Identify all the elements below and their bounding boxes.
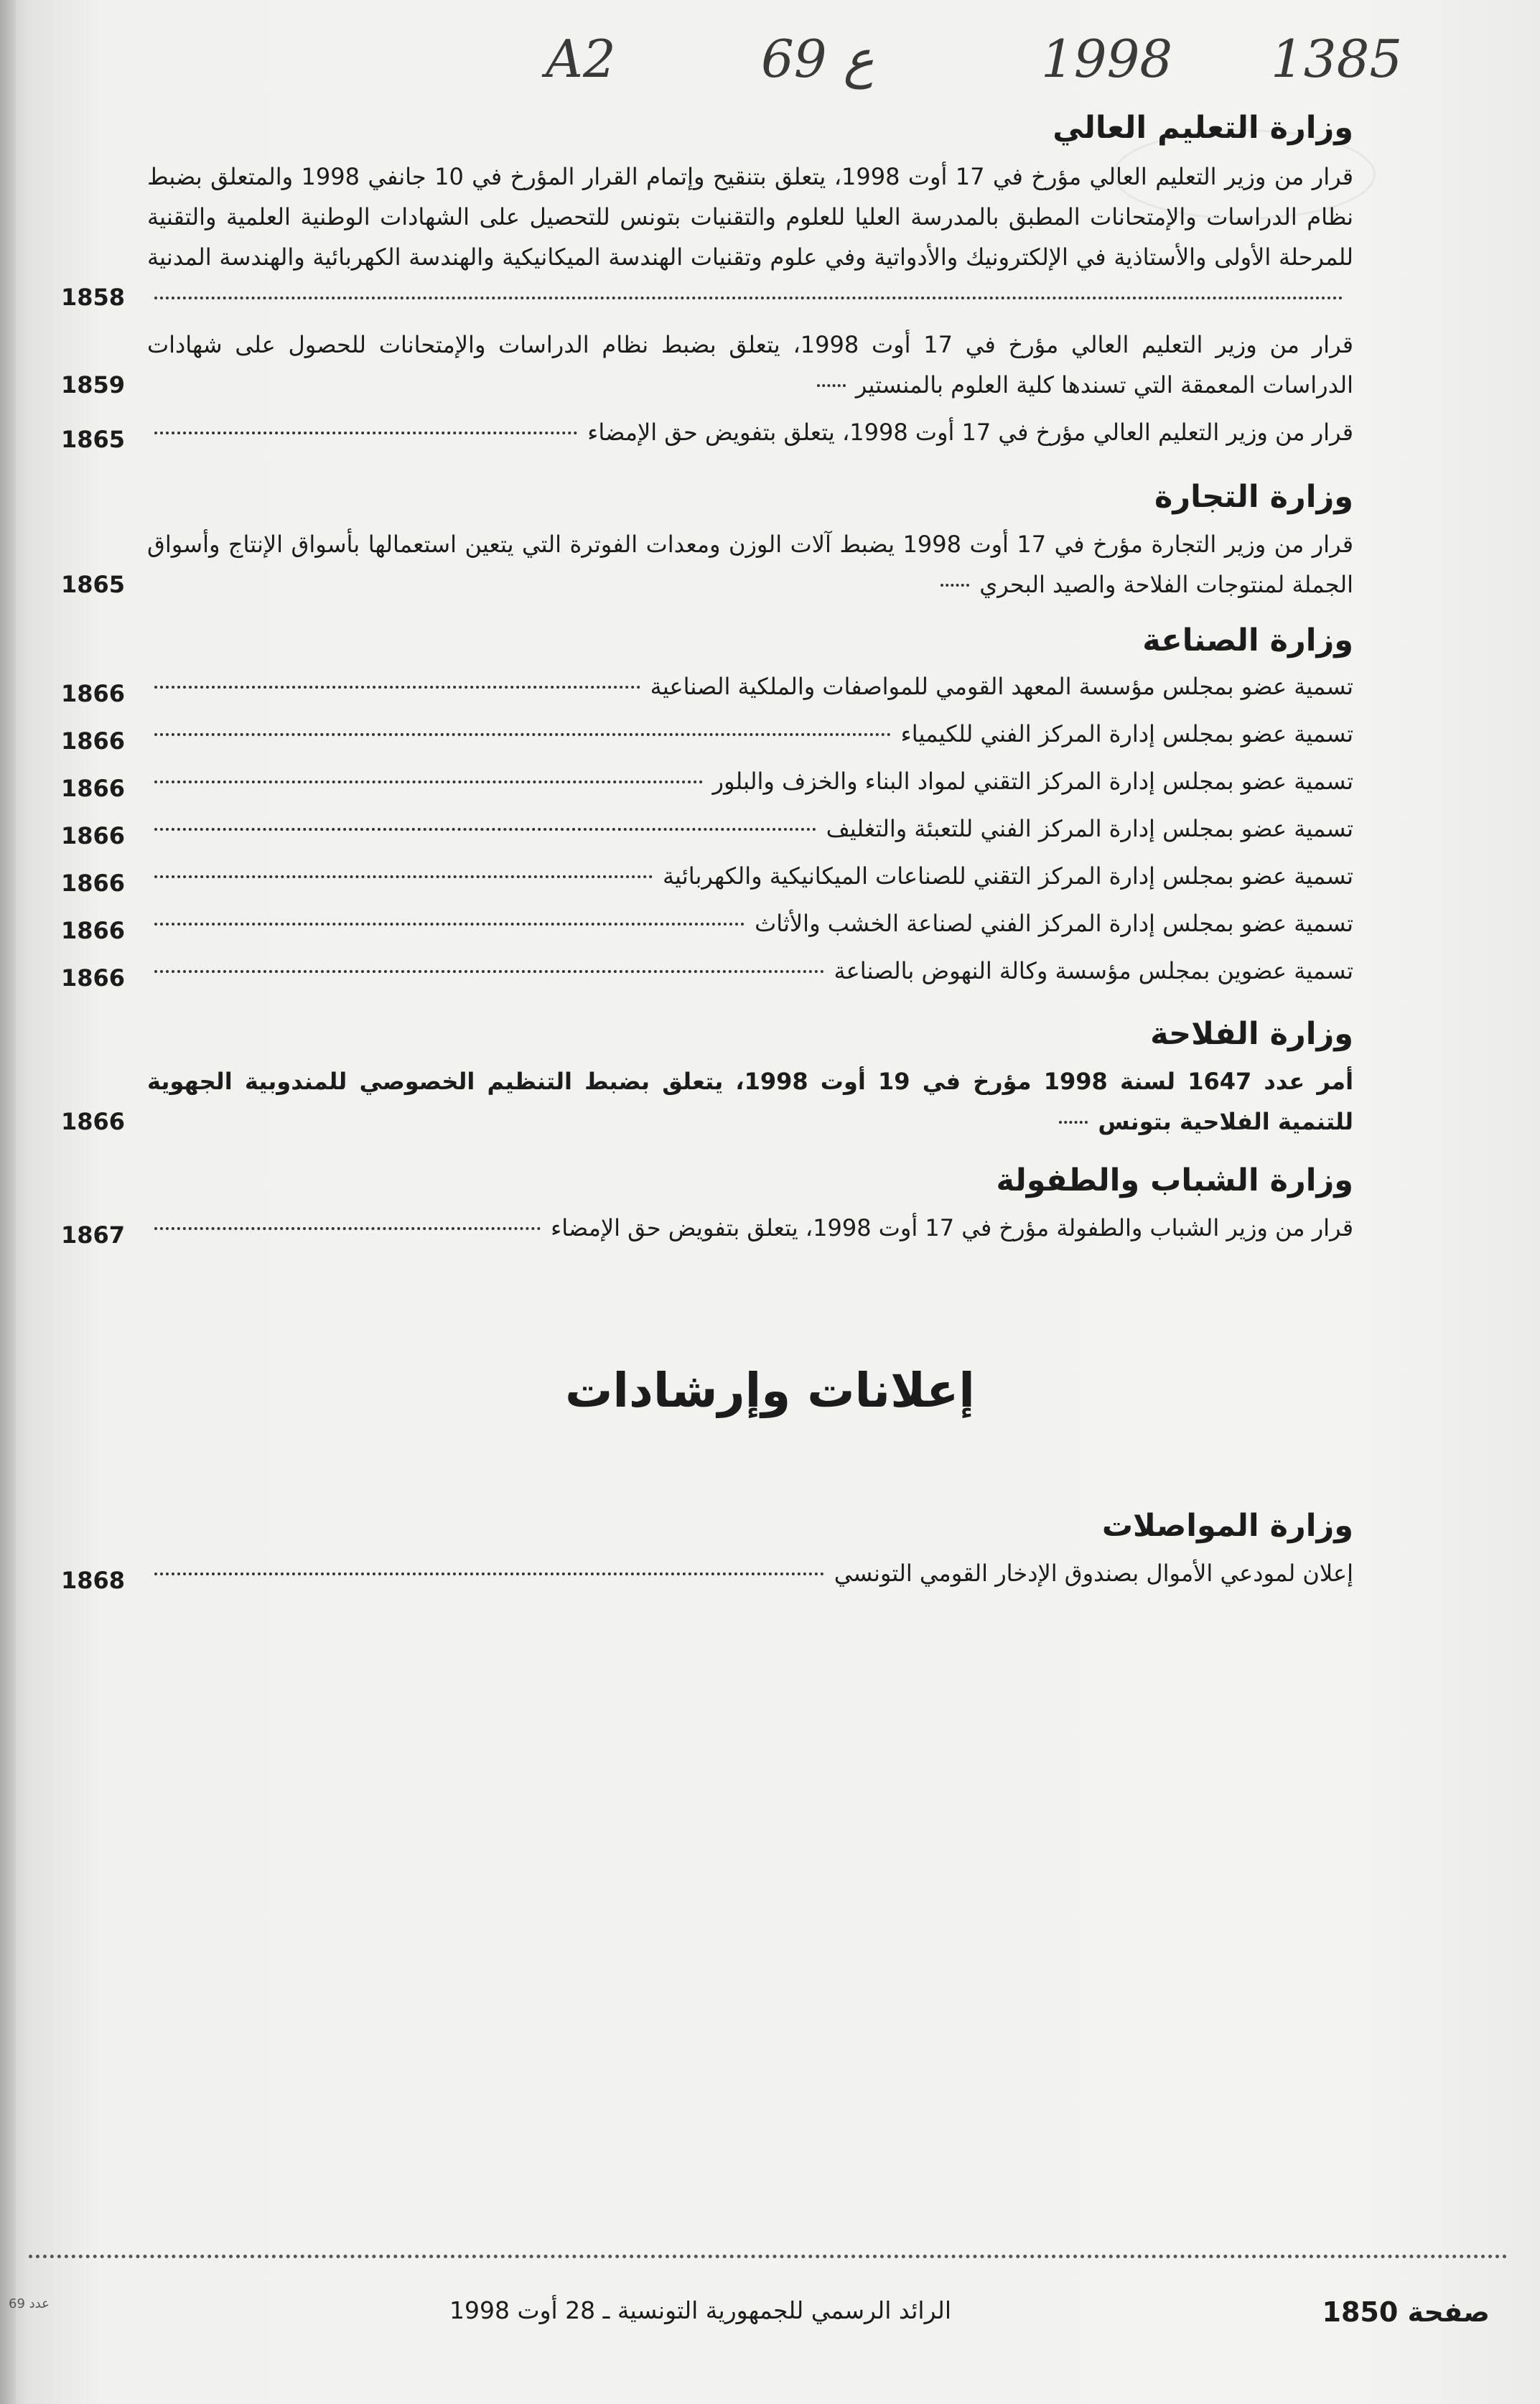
entry-page-number: 1866	[61, 822, 126, 849]
entry-text: قرار من وزير الشباب والطفولة مؤرخ في 17 أوت 1998، يتعلق بتفويض حق الإمضاء	[147, 1208, 1353, 1248]
handwritten-issue-code: 69 ع	[761, 29, 874, 89]
entry-page-number: 1866	[61, 917, 126, 944]
binding-shadow	[0, 0, 16, 2404]
handwritten-annotation	[546, 29, 1450, 89]
announcements-contents	[61, 1504, 1353, 1601]
entry-text: تسمية عضو بمجلس مؤسسة المعهد القومي للمواصفات والملكية الصناعية	[147, 666, 1353, 707]
toc-entry	[61, 903, 1353, 951]
dot-leader	[154, 970, 824, 973]
dot-leader	[154, 686, 640, 689]
handwritten-a2: A2	[546, 29, 616, 89]
table-of-contents	[61, 106, 1353, 1255]
entry-text: قرار من وزير التعليم العالي مؤرخ في 17 أوت 1998، يتعلق بضبط نظام الدراسات والإمتحانات للحصول على شهادات الدراسات المعمقة التي تسندها كلية العلوم بالمنستير	[147, 331, 1354, 399]
toc-entry	[61, 325, 1353, 405]
announcements-title: إعلانات وإرشادات	[565, 1363, 975, 1418]
dot-leader	[154, 1573, 824, 1575]
entry-text: تسمية عضو بمجلس إدارة المركز الفني للتعبئة والتغليف	[147, 809, 1353, 849]
toc-entry	[61, 666, 1353, 714]
entry-page-number: 1865	[61, 571, 126, 598]
dot-leader	[154, 828, 816, 831]
toc-entry	[61, 157, 1353, 317]
page-footer	[0, 2296, 1540, 2339]
section-title-industry: وزارة الصناعة	[1142, 623, 1353, 658]
toc-entry	[61, 761, 1353, 809]
dot-leader	[154, 923, 745, 926]
dot-leader	[817, 384, 846, 387]
issue-label: عدد 69	[9, 2296, 50, 2311]
dot-leader	[154, 875, 653, 878]
toc-entry	[61, 1061, 1353, 1142]
entry-text: تسمية عضو بمجلس إدارة المركز التقني للصناعات الميكانيكية والكهربائية	[147, 856, 1353, 896]
entry-text: قرار من وزير التجارة مؤرخ في 17 أوت 1998 يضبط آلات الوزن ومعدات الفوترة التي يتعين استعمالها بأسواق الإنتاج وأسواق الجملة لمنتوجات الفلاحة والصيد البحري	[147, 531, 1354, 598]
entry-text: قرار من وزير التعليم العالي مؤرخ في 17 أوت 1998، يتعلق بتفويض حق الإمضاء	[147, 412, 1353, 452]
section-title-youth: وزارة الشباب والطفولة	[996, 1163, 1353, 1198]
section-title-agriculture: وزارة الفلاحة	[1150, 1016, 1353, 1052]
entry-page-number: 1868	[61, 1567, 126, 1594]
entry-page-number: 1859	[61, 371, 126, 399]
section-title-commerce: وزارة التجارة	[1154, 479, 1353, 515]
entry-text: تسمية عضو بمجلس إدارة المركز الفني لصناعة الخشب والأثاث	[147, 903, 1353, 944]
toc-entry	[61, 809, 1353, 856]
dot-leader	[154, 297, 1343, 299]
handwritten-year: 1998	[1041, 29, 1173, 89]
entry-page-number: 1866	[61, 1108, 126, 1135]
entry-page-number: 1866	[61, 964, 126, 992]
dot-leader	[154, 733, 891, 736]
entry-page-number: 1866	[61, 680, 126, 707]
entry-page-number: 1866	[61, 727, 126, 755]
entry-text: تسمية عضوين بمجلس مؤسسة وكالة النهوض بالصناعة	[147, 951, 1353, 991]
dot-leader	[941, 584, 969, 587]
toc-entry	[61, 524, 1353, 605]
toc-entry	[61, 951, 1353, 998]
entry-text: قرار من وزير التعليم العالي مؤرخ في 17 أوت 1998، يتعلق بتنقيح وإتمام القرار المؤرخ في 10 جانفي 1998 والمتعلق بضبط نظام الدراسات والإمتحانات المطبق بالمدرسة العليا للعلوم والتقنيات بتونس للتحصيل على الشهادات الوطنية العلمية والتقنية للمرحلة الأولى والأستاذية في الإلكترونيك والأدواتية وفي علوم وتقنيات الهندسة الميكانيكية والهندسة الكهربائية والهندسة المدنية	[147, 157, 1353, 317]
dot-leader	[154, 432, 577, 434]
footer-rule	[29, 2255, 1508, 2258]
section-title-communications: وزارة المواصلات	[1101, 1508, 1353, 1544]
toc-entry	[61, 412, 1353, 460]
entry-page-number: 1867	[61, 1221, 126, 1249]
toc-entry	[61, 1553, 1353, 1601]
toc-entry	[61, 856, 1353, 903]
dot-leader	[154, 1227, 541, 1230]
toc-entry	[61, 1208, 1353, 1255]
dot-leader	[154, 781, 703, 783]
toc-entry	[61, 714, 1353, 761]
entry-page-number: 1858	[61, 284, 126, 311]
entry-text: إعلان لمودعي الأموال بصندوق الإدخار القومي التونسي	[147, 1553, 1353, 1593]
page-label: صفحة 1850	[1322, 2296, 1490, 2328]
entry-page-number: 1866	[61, 775, 126, 802]
entry-text: تسمية عضو بمجلس إدارة المركز التقني لمواد البناء والخزف والبلور	[147, 761, 1353, 801]
entry-page-number: 1866	[61, 870, 126, 897]
entry-text: أمر عدد 1647 لسنة 1998 مؤرخ في 19 أوت 1998، يتعلق بضبط التنظيم الخصوصي للمندوبية الجهوية للتنمية الفلاحية بتونس	[147, 1068, 1354, 1135]
entry-text: تسمية عضو بمجلس إدارة المركز الفني للكيمياء	[147, 714, 1353, 754]
section-title-higher-education: وزارة التعليم العالي	[1053, 110, 1353, 146]
dot-leader	[1059, 1121, 1088, 1124]
handwritten-number: 1385	[1271, 29, 1403, 89]
entry-page-number: 1865	[61, 426, 126, 453]
publication-line: الرائد الرسمي للجمهورية التونسية ـ 28 أوت 1998	[449, 2296, 951, 2324]
